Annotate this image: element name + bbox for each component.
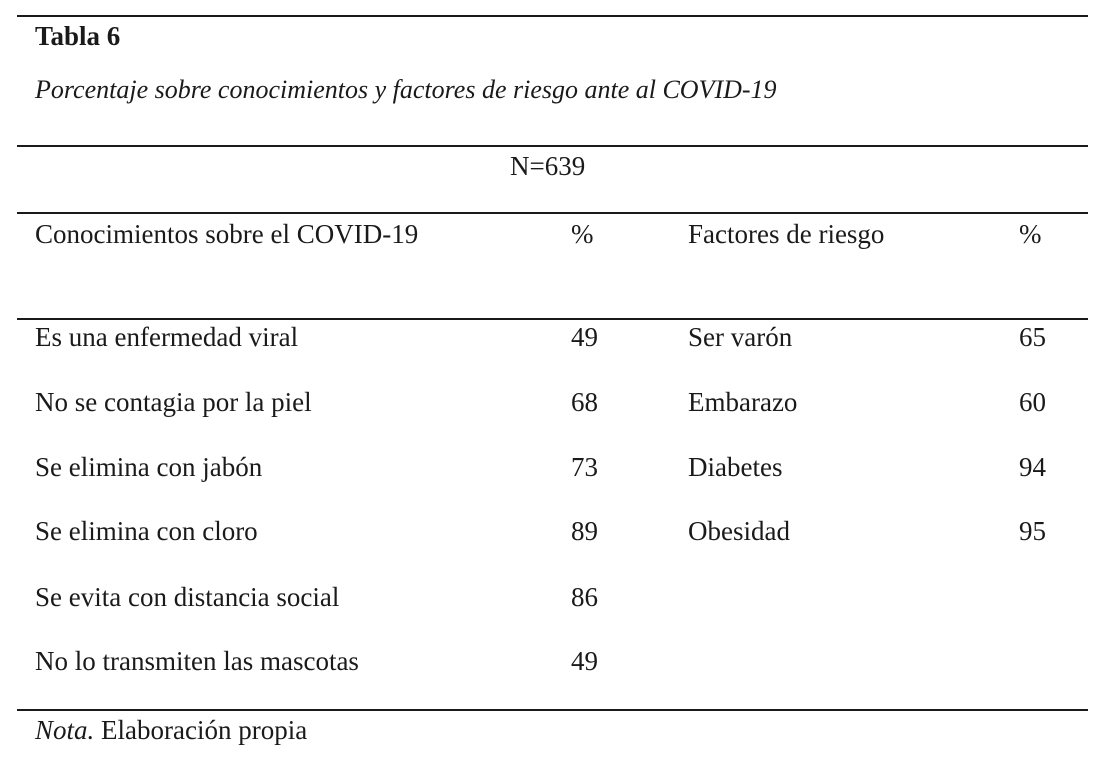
knowledge-row-label: Se elimina con cloro	[35, 516, 258, 546]
knowledge-row-value: 49	[571, 322, 598, 352]
note-text: Elaboración propia	[94, 715, 308, 745]
risk-row-label: Ser varón	[688, 322, 793, 352]
sample-size: N=639	[510, 151, 586, 181]
knowledge-row-label: Se evita con distancia social	[35, 582, 340, 612]
knowledge-row-label: Es una enfermedad viral	[35, 322, 299, 352]
header-rule	[17, 145, 1088, 147]
knowledge-row-label: Se elimina con jabón	[35, 452, 263, 482]
body-rule	[17, 318, 1088, 320]
header-risk-percent: %	[1019, 219, 1042, 249]
knowledge-row-label: No lo transmiten las mascotas	[35, 646, 359, 676]
note-label: Nota.	[35, 715, 95, 745]
risk-row-value: 95	[1019, 516, 1046, 546]
risk-row-value: 94	[1019, 452, 1046, 482]
knowledge-row-value: 73	[571, 452, 598, 482]
knowledge-row-value: 86	[571, 582, 598, 612]
knowledge-row-value: 49	[571, 646, 598, 676]
header-knowledge: Conocimientos sobre el COVID-19	[35, 219, 419, 249]
header-risk-factors: Factores de riesgo	[688, 219, 885, 249]
table-label: Tabla 6	[35, 21, 121, 51]
knowledge-row-value: 89	[571, 516, 598, 546]
table-note	[35, 714, 307, 746]
columns-rule	[17, 212, 1088, 214]
knowledge-row-label: No se contagia por la piel	[35, 387, 312, 417]
risk-row-value: 65	[1019, 322, 1046, 352]
bottom-rule	[17, 709, 1088, 711]
top-rule	[17, 15, 1088, 17]
risk-row-label: Diabetes	[688, 452, 783, 482]
risk-row-value: 60	[1019, 387, 1046, 417]
knowledge-row-value: 68	[571, 387, 598, 417]
risk-row-label: Obesidad	[688, 516, 790, 546]
header-knowledge-percent: %	[571, 219, 594, 249]
risk-row-label: Embarazo	[688, 387, 798, 417]
table-caption: Porcentaje sobre conocimientos y factores de riesgo ante al COVID-19	[35, 75, 777, 104]
